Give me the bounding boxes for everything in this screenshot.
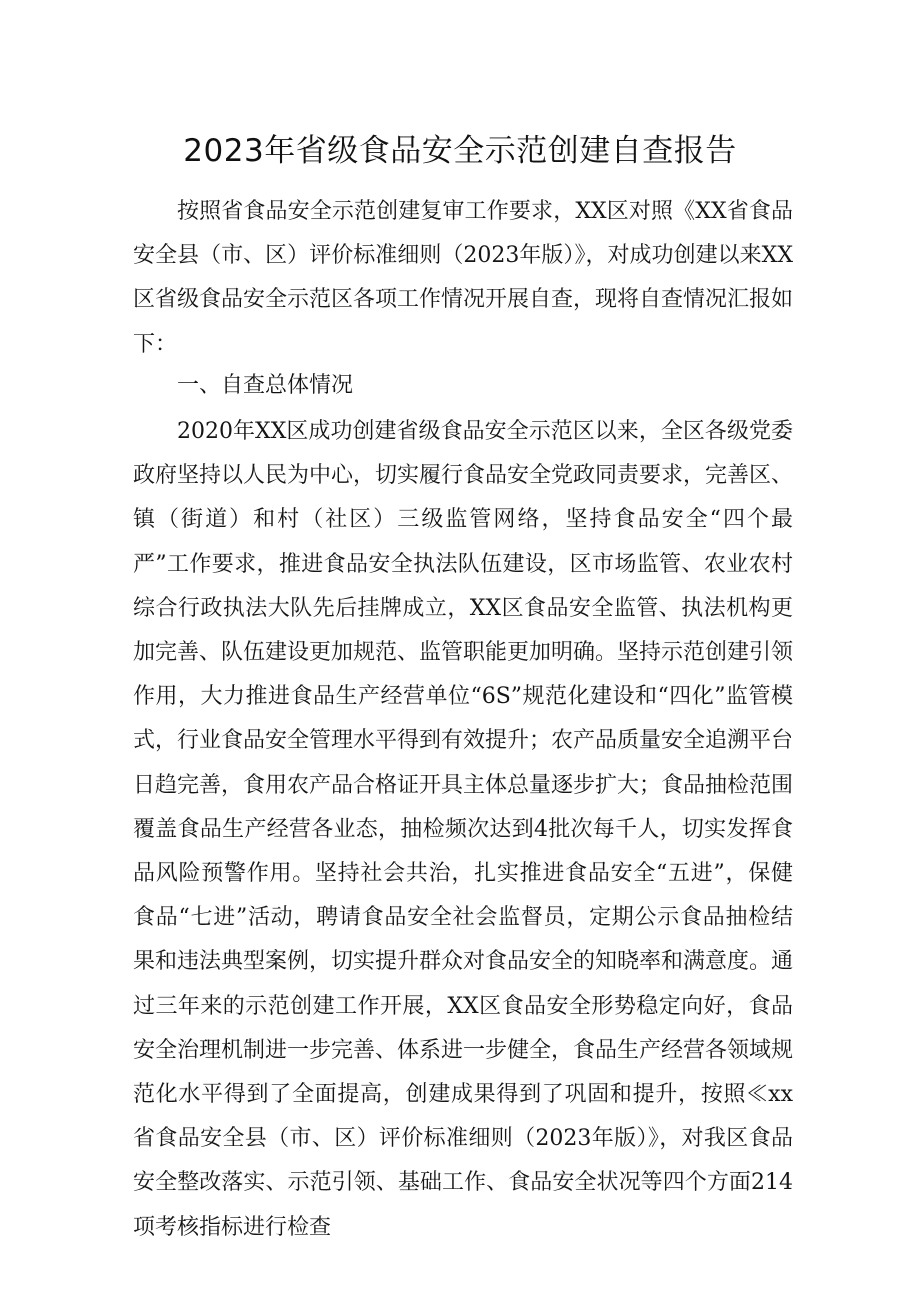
section-heading: 一、自查总体情况 xyxy=(177,373,354,398)
intro-paragraph: 按照省食品安全示范创建复审工作要求，XX区对照《XX省食品安全县（市、区）评价标准细则（2023年版）》，对成功创建以来XX区省级食品安全示范区各项工作情况开展自查，现将自查情况汇报如下： xyxy=(133,199,794,357)
section-paragraph: 2020年XX区成功创建省级食品安全示范区以来，全区各级党委政府坚持以人民为中心，切实履行食品安全党政同责要求，完善区、镇（街道）和村（社区）三级监管网络，坚持食品安全“四个最严”工作要求，推进食品安全执法队伍建设，区市场监管、农业农村综合行政执法大队先后挂牌成立，XX区食品安全监管、执法机构更加完善、队伍建设更加规范、监管职能更加明确。坚持示范创建引领作用，大力推进食品生产经营单位“6S”规范化建设和“四化”监管模式，行业食品安全管理水平得到有效提升；农产品质量安全追溯平台日趋完善，食用农产品合格证开具主体总量逐步扩大；食品抽检范围覆盖食品生产经营各业态，抽检频次达到4批次每千人，切实发挥食品风险预警作用。坚持社会共治，扎实推进食品安全“五进”，保健食品“七进”活动，聘请食品安全社会监督员，定期公示食品抽检结果和违法典型案例，切实提升群众对食品安全的知晓率和满意度。通过三年来的示范创建工作开展，XX区食品安全形势稳定向好，食品安全治理机制进一步完善、体系进一步健全，食品生产经营各领域规范化水平得到了全面提高，创建成果得到了巩固和提升，按照≪xx省食品安全县（市、区）评价标准细则（2023年版）》，对我区食品安全整改落实、示范引领、基础工作、食品安全状况等四个方面214项考核指标进行检查 xyxy=(133,419,794,1240)
document-title: 2023年省级食品安全示范创建自查报告 xyxy=(183,133,737,169)
